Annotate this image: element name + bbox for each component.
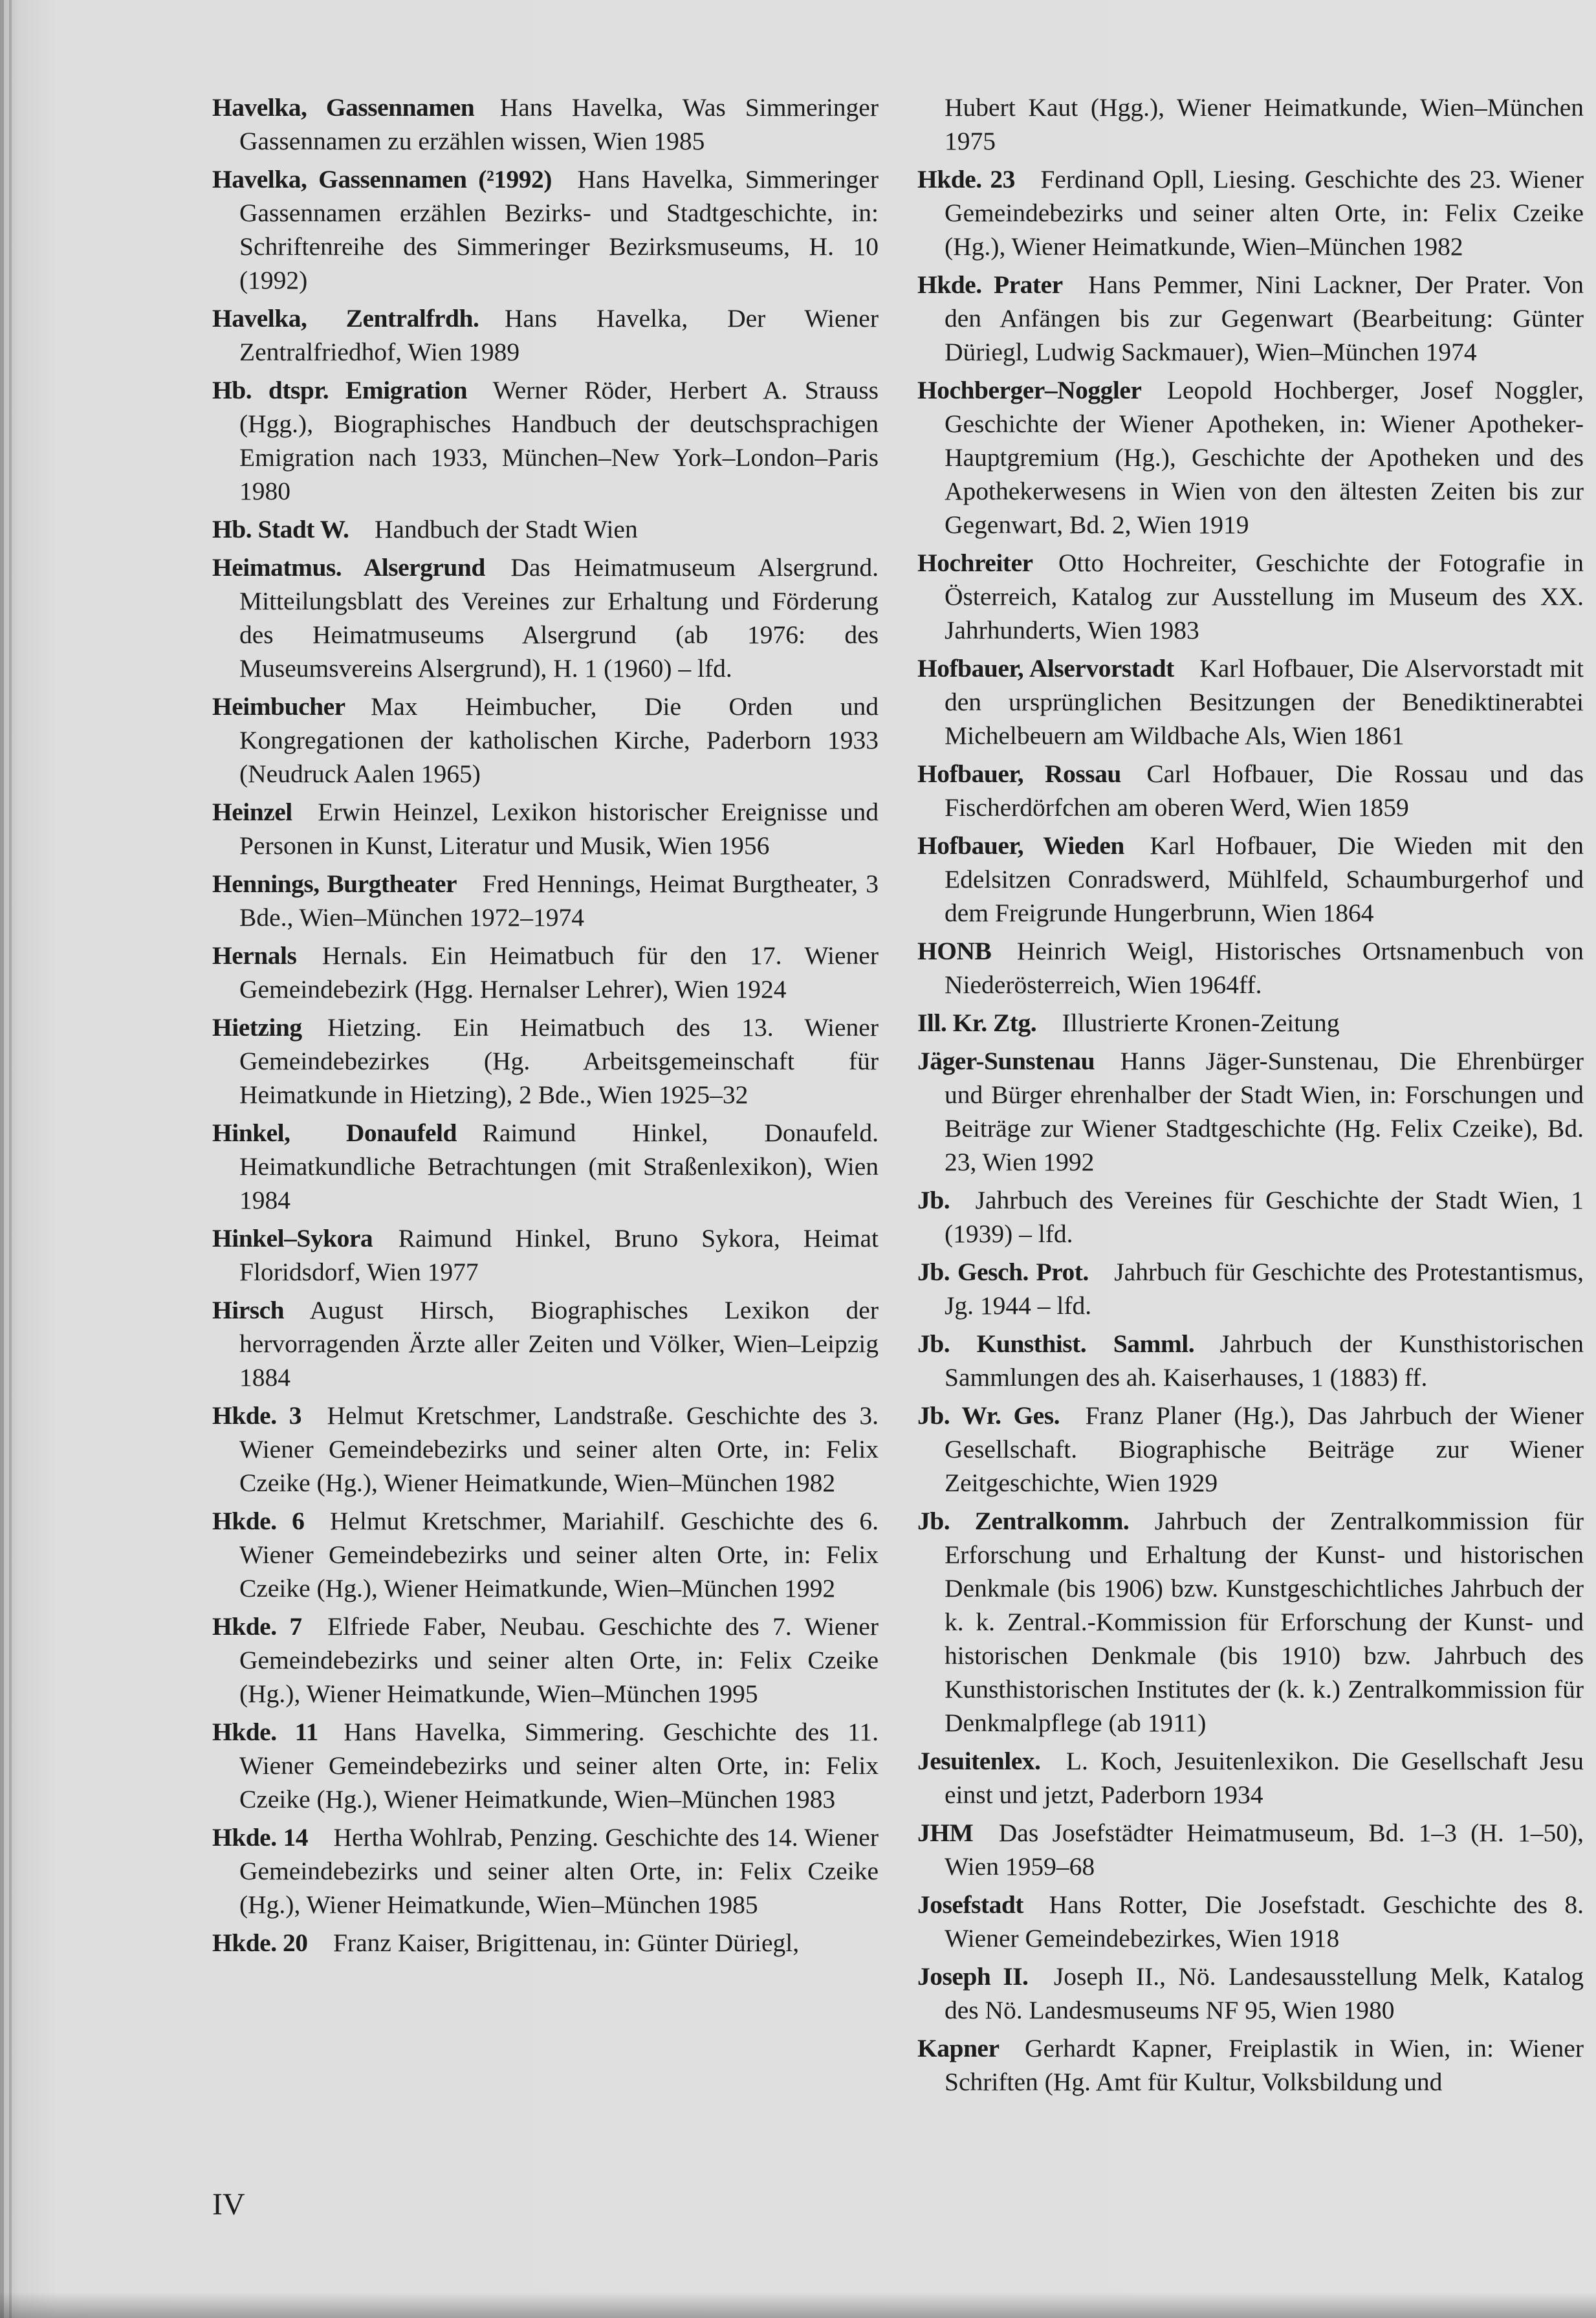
bibliography-entry	[917, 546, 1584, 647]
entry-abbreviation: Hochberger–Noggler	[917, 376, 1142, 404]
entry-text: Heinrich Weigl, Historisches Ortsnamenbuch von Niederösterreich, Wien 1964ff.	[945, 937, 1584, 999]
bibliography-entry	[212, 867, 879, 934]
entry-abbreviation: Hochreiter	[917, 549, 1033, 577]
entry-text: Gerhardt Kapner, Freiplastik in Wien, in: Wiener Schriften (Hg. Amt für Kultur, Volksbildung und	[945, 2034, 1584, 2096]
bibliography-entry	[917, 1960, 1584, 2027]
page-shadow	[0, 2292, 1596, 2318]
bibliography-entry	[917, 2031, 1584, 2099]
bibliography-entry	[212, 1504, 879, 1605]
entry-abbreviation: Jb. Kunsthist. Samml.	[917, 1329, 1195, 1358]
left-column	[212, 91, 879, 1964]
entry-abbreviation: Hinkel, Donaufeld	[212, 1119, 457, 1147]
right-column	[917, 91, 1584, 2103]
entry-abbreviation: Hkde. 11	[212, 1718, 318, 1746]
entry-abbreviation: Jb.	[917, 1186, 950, 1214]
entry-text: Werner Röder, Herbert A. Strauss (Hgg.), Biographisches Handbuch der deutschsprachigen Emigration nach 1933, München–New York–London–Paris 1980	[239, 376, 879, 505]
entry-text: Karl Hofbauer, Die Wieden mit den Edelsitzen Conradswerd, Mühlfeld, Schaumburgerhof und dem Freigrunde Hungerbrunn, Wien 1864	[945, 831, 1584, 927]
entry-text: Hertha Wohlrab, Penzing. Geschichte des 14. Wiener Gemeindebezirks und seiner alten Orte, in: Felix Czeike (Hg.), Wiener Heimatkunde, Wien–München 1985	[239, 1823, 879, 1919]
entry-abbreviation: Havelka, Gassennamen (²1992)	[212, 165, 552, 193]
bibliography-entry	[917, 268, 1584, 369]
entry-text: Helmut Kretschmer, Landstraße. Geschichte des 3. Wiener Gemeindebezirks und seiner alten Orte, in: Felix Czeike (Hg.), Wiener Heimatkunde, Wien–München 1982	[239, 1401, 879, 1497]
entry-abbreviation: Hkde. 7	[212, 1612, 302, 1641]
bibliography-entry	[212, 91, 879, 158]
bibliography-entry	[212, 690, 879, 791]
bibliography-entry	[212, 1221, 879, 1289]
entry-abbreviation: Hkde. 20	[212, 1929, 308, 1957]
entry-abbreviation: Hirsch	[212, 1296, 285, 1324]
entry-abbreviation: Hofbauer, Alservorstadt	[917, 654, 1174, 683]
entry-text: Hans Havelka, Der Wiener Zentralfriedhof, Wien 1989	[239, 304, 879, 366]
bibliography-entry	[212, 1011, 879, 1111]
entry-text: Das Josefstädter Heimatmuseum, Bd. 1–3 (H. 1–50), Wien 1959–68	[945, 1819, 1584, 1881]
bibliography-entry	[917, 1044, 1584, 1179]
continued-entry: Hubert Kaut (Hgg.), Wiener Heimatkunde, Wien–München 1975	[945, 93, 1584, 155]
bibliography-entry	[917, 162, 1584, 263]
entry-abbreviation: Hinkel–Sykora	[212, 1224, 373, 1252]
entry-text: Fred Hennings, Heimat Burgtheater, 3 Bde., Wien–München 1972–1974	[239, 869, 879, 932]
entry-text: Helmut Kretschmer, Mariahilf. Geschichte des 6. Wiener Gemeindebezirks und seiner alten Orte, in: Felix Czeike (Hg.), Wiener Heimatkunde, Wien–München 1992	[239, 1507, 879, 1602]
entry-text: Handbuch der Stadt Wien	[374, 515, 638, 543]
entry-abbreviation: Hkde. 14	[212, 1823, 308, 1852]
bibliography-entry	[917, 934, 1584, 1001]
entry-text: Hanns Jäger-Sunstenau, Die Ehrenbürger und Bürger ehrenhalber der Stadt Wien, in: Forschungen und Beiträge zur Wiener Stadtgeschichte (Hg. Felix Czeike), Bd. 23, Wien 1992	[945, 1047, 1584, 1176]
bibliography-entry	[917, 1744, 1584, 1811]
entry-text: Hans Havelka, Simmeringer Gassennamen erzählen Bezirks- und Stadtgeschichte, in: Schriftenreihe des Simmeringer Bezirksmuseums, H. 10 (1992)	[239, 165, 879, 294]
entry-abbreviation: Hkde. 6	[212, 1507, 305, 1535]
entry-text: Jahrbuch der Kunsthistorischen Sammlungen des ah. Kaiserhauses, 1 (1883) ff.	[945, 1329, 1584, 1392]
entry-abbreviation: Heimbucher	[212, 692, 345, 721]
bibliography-entry	[917, 757, 1584, 824]
entry-abbreviation: Jesuitenlex.	[917, 1747, 1041, 1775]
entry-text: Hans Havelka, Was Simmeringer Gassennamen zu erzählen wissen, Wien 1985	[239, 93, 879, 155]
entry-text: Raimund Hinkel, Donaufeld. Heimatkundliche Betrachtungen (mit Straßenlexikon), Wien 1984	[239, 1119, 879, 1214]
entry-abbreviation: Jb. Zentralkomm.	[917, 1507, 1130, 1535]
entry-abbreviation: Havelka, Gassennamen	[212, 93, 475, 122]
entry-text: Raimund Hinkel, Bruno Sykora, Heimat Floridsdorf, Wien 1977	[239, 1224, 879, 1286]
entry-abbreviation: Hkde. 23	[917, 165, 1015, 193]
entry-abbreviation: Hkde. 3	[212, 1401, 301, 1430]
entry-text: Franz Planer (Hg.), Das Jahrbuch der Wiener Gesellschaft. Biographische Beiträge zur Wiener Zeitgeschichte, Wien 1929	[945, 1401, 1584, 1497]
bibliography-entry	[212, 1821, 879, 1921]
entry-text: Erwin Heinzel, Lexikon historischer Ereignisse und Personen in Kunst, Literatur und Musik, Wien 1956	[239, 798, 879, 860]
bibliography-entry	[212, 1715, 879, 1816]
entry-text: Franz Kaiser, Brigittenau, in: Günter Düriegl,	[333, 1929, 800, 1957]
entry-text: Elfriede Faber, Neubau. Geschichte des 7. Wiener Gemeindebezirks und seiner alten Orte, in: Felix Czeike (Hg.), Wiener Heimatkunde, Wien–München 1995	[239, 1612, 879, 1708]
bibliography-entry	[212, 551, 879, 685]
entry-text: Carl Hofbauer, Die Rossau und das Fischerdörfchen am oberen Werd, Wien 1859	[945, 760, 1584, 822]
bibliography-entry	[212, 1116, 879, 1217]
entry-abbreviation: Jäger-Sunstenau	[917, 1047, 1095, 1075]
entry-abbreviation: Hernals	[212, 941, 297, 970]
bibliography-entry	[917, 373, 1584, 541]
bibliography-entry	[917, 829, 1584, 930]
entry-abbreviation: HONB	[917, 937, 992, 965]
bibliography-entry	[917, 1504, 1584, 1740]
entry-abbreviation: Hb. Stadt W.	[212, 515, 349, 543]
entry-abbreviation: Hkde. Prater	[917, 270, 1063, 299]
page-edge	[0, 0, 4, 2318]
bibliography-entry	[917, 1327, 1584, 1394]
bibliography-entry	[212, 1399, 879, 1500]
entry-abbreviation: Ill. Kr. Ztg.	[917, 1009, 1037, 1037]
entry-abbreviation: Heimatmus. Alsergrund	[212, 553, 485, 582]
bibliography-entry	[212, 795, 879, 862]
bibliography-entry	[917, 1816, 1584, 1883]
entry-text: Leopold Hochberger, Josef Noggler, Geschichte der Wiener Apotheken, in: Wiener Apotheker-Hauptgremium (Hg.), Geschichte der Apotheken und des Apothekerwesens in Wien von den ältesten Zeiten bis zur Gegenwart, Bd. 2, Wien 1919	[945, 376, 1584, 539]
page-number: IV	[212, 2187, 245, 2222]
entry-abbreviation: Heinzel	[212, 798, 292, 826]
bibliography-entry	[212, 1926, 879, 1960]
entry-abbreviation: Hietzing	[212, 1013, 302, 1042]
bibliography-entry	[212, 512, 879, 546]
entry-text: Hans Havelka, Simmering. Geschichte des 11. Wiener Gemeindebezirks und seiner alten Orte, in: Felix Czeike (Hg.), Wiener Heimatkunde, Wien–München 1983	[239, 1718, 879, 1813]
bibliography-entry	[917, 1888, 1584, 1955]
bibliography-entry	[212, 1293, 879, 1394]
entry-text: Hietzing. Ein Heimatbuch des 13. Wiener Gemeindebezirkes (Hg. Arbeitsgemeinschaft für Heimatkunde in Hietzing), 2 Bde., Wien 1925–32	[239, 1013, 879, 1109]
entry-text: Ferdinand Opll, Liesing. Geschichte des 23. Wiener Gemeindebezirks und seiner alten Orte, in: Felix Czeike (Hg.), Wiener Heimatkunde, Wien–München 1982	[945, 165, 1584, 261]
entry-abbreviation: Hofbauer, Rossau	[917, 760, 1121, 788]
entry-text: Karl Hofbauer, Die Alservorstadt mit den ursprünglichen Besitzungen der Benediktinerabtei Michelbeuern am Wildbache Als, Wien 1861	[945, 654, 1584, 750]
entry-abbreviation: Hb. dtspr. Emigration	[212, 376, 468, 404]
entry-text: Das Heimatmuseum Alsergrund. Mitteilungsblatt des Vereines zur Erhaltung und Förderung des Heimatmuseums Alsergrund (ab 1976: des Museumsvereins Alsergrund), H. 1 (1960) – lfd.	[239, 553, 879, 683]
bibliography-entry	[212, 162, 879, 297]
entry-abbreviation: JHM	[917, 1819, 974, 1847]
bibliography-entry	[212, 1610, 879, 1711]
bibliography-entry	[212, 373, 879, 508]
entry-text: August Hirsch, Biographisches Lexikon der hervorragenden Ärzte aller Zeiten und Völker, Wien–Leipzig 1884	[239, 1296, 879, 1392]
entry-abbreviation: Hennings, Burgtheater	[212, 869, 457, 898]
entry-text: Max Heimbucher, Die Orden und Kongregationen der katholischen Kirche, Paderborn 1933 (Neudruck Aalen 1965)	[239, 692, 879, 788]
entry-abbreviation: Havelka, Zentralfrdh.	[212, 304, 479, 333]
page-edge	[9, 0, 12, 2318]
entry-text: L. Koch, Jesuitenlexikon. Die Gesellschaft Jesu einst und jetzt, Paderborn 1934	[945, 1747, 1584, 1809]
entry-text: Jahrbuch für Geschichte des Protestantismus, Jg. 1944 – lfd.	[945, 1258, 1584, 1320]
bibliography-entry	[917, 1255, 1584, 1322]
entry-abbreviation: Jb. Wr. Ges.	[917, 1401, 1060, 1430]
entry-text: Hernals. Ein Heimatbuch für den 17. Wiener Gemeindebezirk (Hgg. Hernalser Lehrer), Wien 1924	[239, 941, 879, 1003]
entry-abbreviation: Hofbauer, Wieden	[917, 831, 1124, 860]
bibliography-entry	[917, 1006, 1584, 1040]
bibliography-entry	[917, 1183, 1584, 1251]
entry-text: Joseph II., Nö. Landesausstellung Melk, Katalog des Nö. Landesmuseums NF 95, Wien 1980	[945, 1962, 1584, 2024]
entry-text: Hans Rotter, Die Josefstadt. Geschichte des 8. Wiener Gemeindebezirkes, Wien 1918	[945, 1890, 1584, 1952]
bibliography-entry	[917, 1399, 1584, 1500]
bibliography-entry	[212, 939, 879, 1006]
entry-abbreviation: Joseph II.	[917, 1962, 1029, 1991]
entry-text: Hans Pemmer, Nini Lackner, Der Prater. Von den Anfängen bis zur Gegenwart (Bearbeitung: Günter Düriegl, Ludwig Sackmauer), Wien–München 1974	[945, 270, 1584, 366]
bibliography-entry	[917, 651, 1584, 752]
entry-abbreviation: Jb. Gesch. Prot.	[917, 1258, 1089, 1286]
entry-abbreviation: Kapner	[917, 2034, 1000, 2062]
entry-text: Jahrbuch des Vereines für Geschichte der Stadt Wien, 1 (1939) – lfd.	[945, 1186, 1584, 1248]
entry-text: Jahrbuch der Zentralkommission für Erforschung und Erhaltung der Kunst- und historischen Denkmale (bis 1906) bzw. Kunstgeschichtliches Jahrbuch der k. k. Zentral.-Kommission für Erforschung der Kunst- und historischen Denkmale (bis 1910) bzw. Jahrbuch des Kunsthistorischen Institutes der (k. k.) Zentralkommission für Denkmalpflege (ab 1911)	[945, 1507, 1584, 1737]
bibliography-entry	[212, 301, 879, 369]
entry-text: Illustrierte Kronen-Zeitung	[1062, 1009, 1340, 1037]
entry-abbreviation: Josefstadt	[917, 1890, 1023, 1919]
entry-text: Otto Hochreiter, Geschichte der Fotografie in Österreich, Katalog zur Ausstellung im Museum des XX. Jahrhunderts, Wien 1983	[945, 549, 1584, 644]
